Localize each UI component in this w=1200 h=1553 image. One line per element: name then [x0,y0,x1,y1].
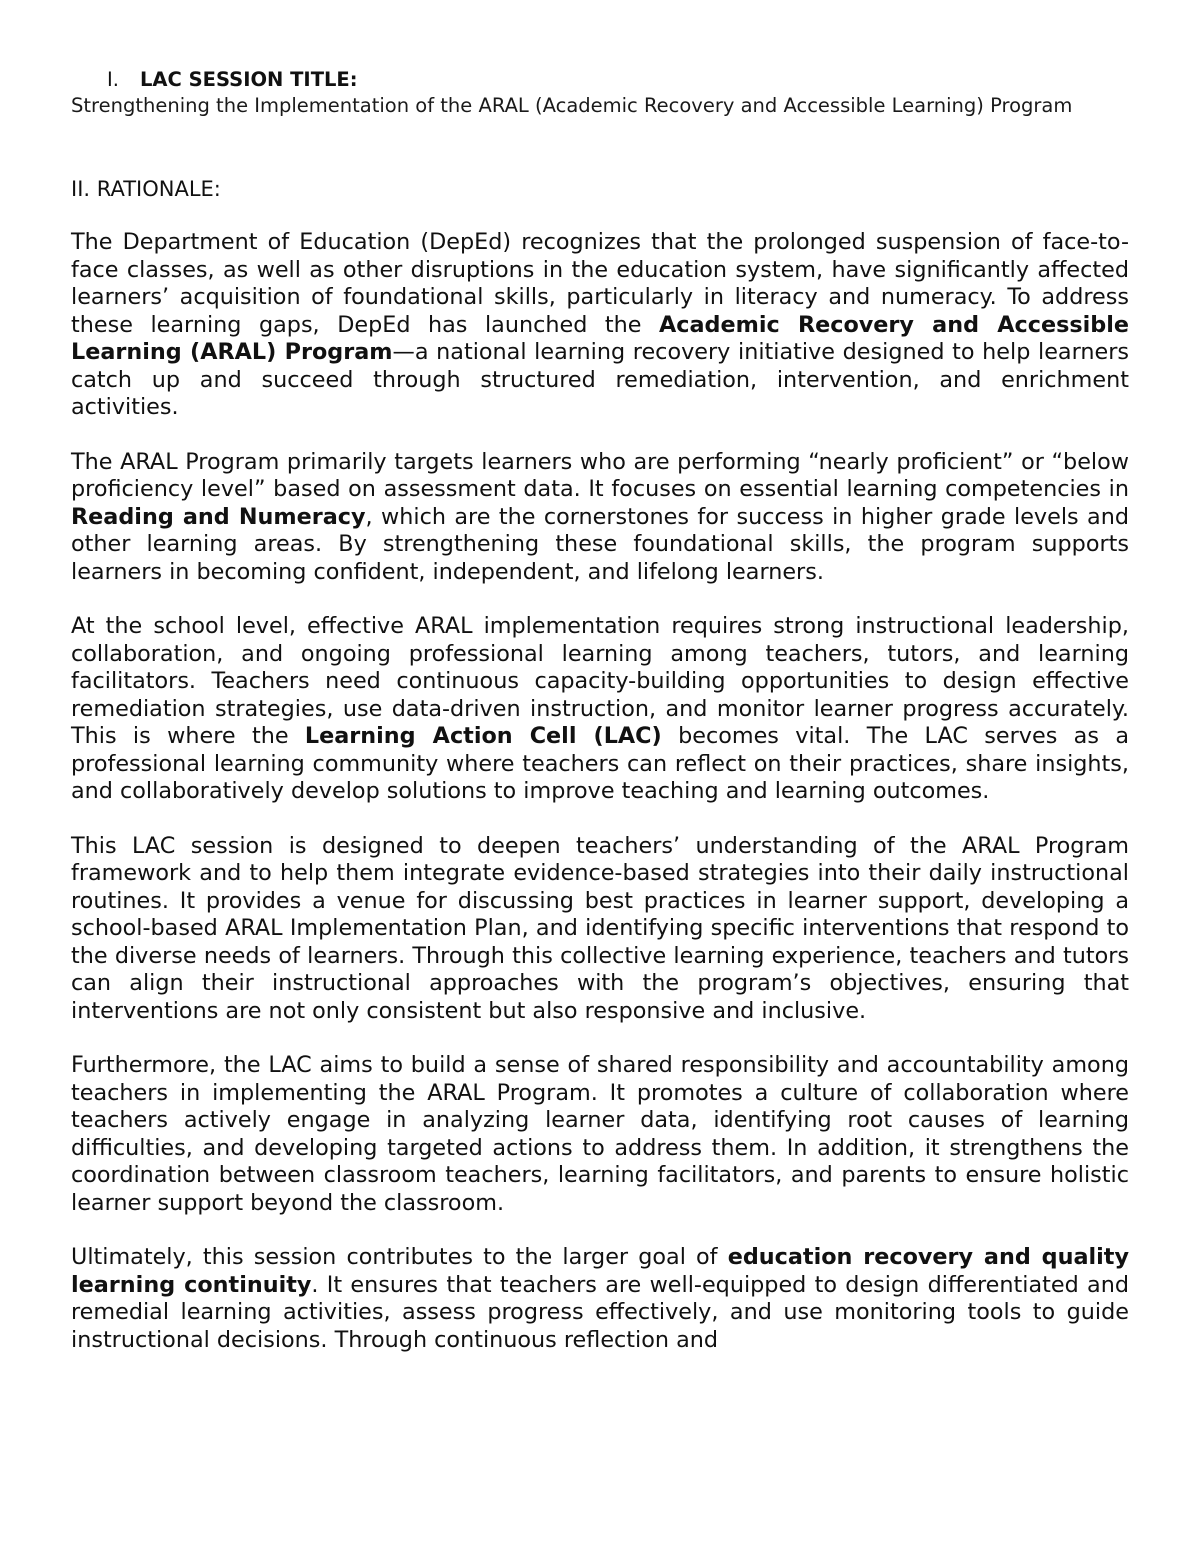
rationale-paragraph-2 [71,449,1129,587]
document-page [71,66,1129,1381]
rationale-paragraph-6 [71,1244,1129,1354]
paragraph-1-bold-text: Academic Recovery and Accessible Learning (ARAL) Program [71,311,1129,365]
section-1-number: I. [107,68,119,91]
paragraph-2-bold-text: Reading and Numeracy [71,503,366,530]
section-2-heading: II. RATIONALE: [71,177,221,201]
paragraph-3-text-c: becomes vital. The LAC serves as a professional learning community where teachers can reflect on their practices, share insights, and collaboratively develop solutions to improve teaching and learning outcomes. [71,723,1129,804]
rationale-paragraph-4: This LAC session is designed to deepen teachers’ understanding of the ARAL Program framework and to help them integrate evidence-based strategies into their daily instructional routines. It provides a venue for discussing best practices in learner support, developing a school-based ARAL Implementation Plan, and identifying specific interventions that respond to the diverse needs of learners. Through this collective learning experience, teachers and tutors can align their instructional approaches with the program’s objectives, ensuring that interventions are not only consistent but also responsive and inclusive. [71,832,1129,1024]
paragraph-3-bold-text: Learning Action Cell (LAC) [304,723,662,749]
rationale-paragraph-3 [71,613,1129,806]
paragraph-1-text-c: —a national learning recovery initiative designed to help learners catch up and succeed through structured remediation, intervention, and enrichment activities. [71,339,1129,420]
paragraph-6-text-c: . It ensures that teachers are well-equipped to design differentiated and remedial learning activities, assess progress effectively, and use monitoring tools to guide instructional decisions. Through continuous reflection and [71,1271,1129,1353]
paragraph-6-text-a: Ultimately, this session contributes to the larger goal of [71,1244,728,1270]
rationale-paragraph-1 [71,229,1129,422]
paragraph-3-text-a: At the school level, effective ARAL implementation requires strong instructional leadership, collaboration, and ongoing professional learning among teachers, tutors, and learning facilitators. Teachers need continuous capacity-building opportunities to design effective remediation strategies, use data-driven instruction, and monitor learner progress accurately. This is where the [71,613,1129,749]
section-1-heading [71,66,1129,93]
section-1-heading-text: LAC SESSION TITLE: [140,68,358,91]
lac-session-title: Strengthening the Implementation of the ARAL (Academic Recovery and Accessible Learning) Program [71,94,1073,117]
paragraph-2-text-a: The ARAL Program primarily targets learners who are performing “nearly proficient” or “below proficiency level” based on assessment data. It focuses on essential learning competencies in [71,448,1129,502]
paragraph-6-bold-text: education recovery and quality learning continuity [71,1244,1129,1298]
paragraph-2-text-c: , which are the cornerstones for success in higher grade levels and other learning areas. By strengthening these foundational skills, the program supports learners in becoming confident, independent, and lifelong learners. [71,503,1129,585]
paragraph-1-text-a: The Department of Education (DepEd) recognizes that the prolonged suspension of face-to-face classes, as well as other disruptions in the education system, have significantly affected learners’ acquisition of foundational skills, particularly in literacy and numeracy. To address these learning gaps, DepEd has launched the [71,229,1129,338]
rationale-paragraph-5: Furthermore, the LAC aims to build a sense of shared responsibility and accountability among teachers in implementing the ARAL Program. It promotes a culture of collaboration where teachers actively engage in analyzing learner data, identifying root causes of learning difficulties, and developing targeted actions to address them. In addition, it strengthens the coordination between classroom teachers, learning facilitators, and parents to ensure holistic learner support beyond the classroom. [71,1052,1129,1216]
